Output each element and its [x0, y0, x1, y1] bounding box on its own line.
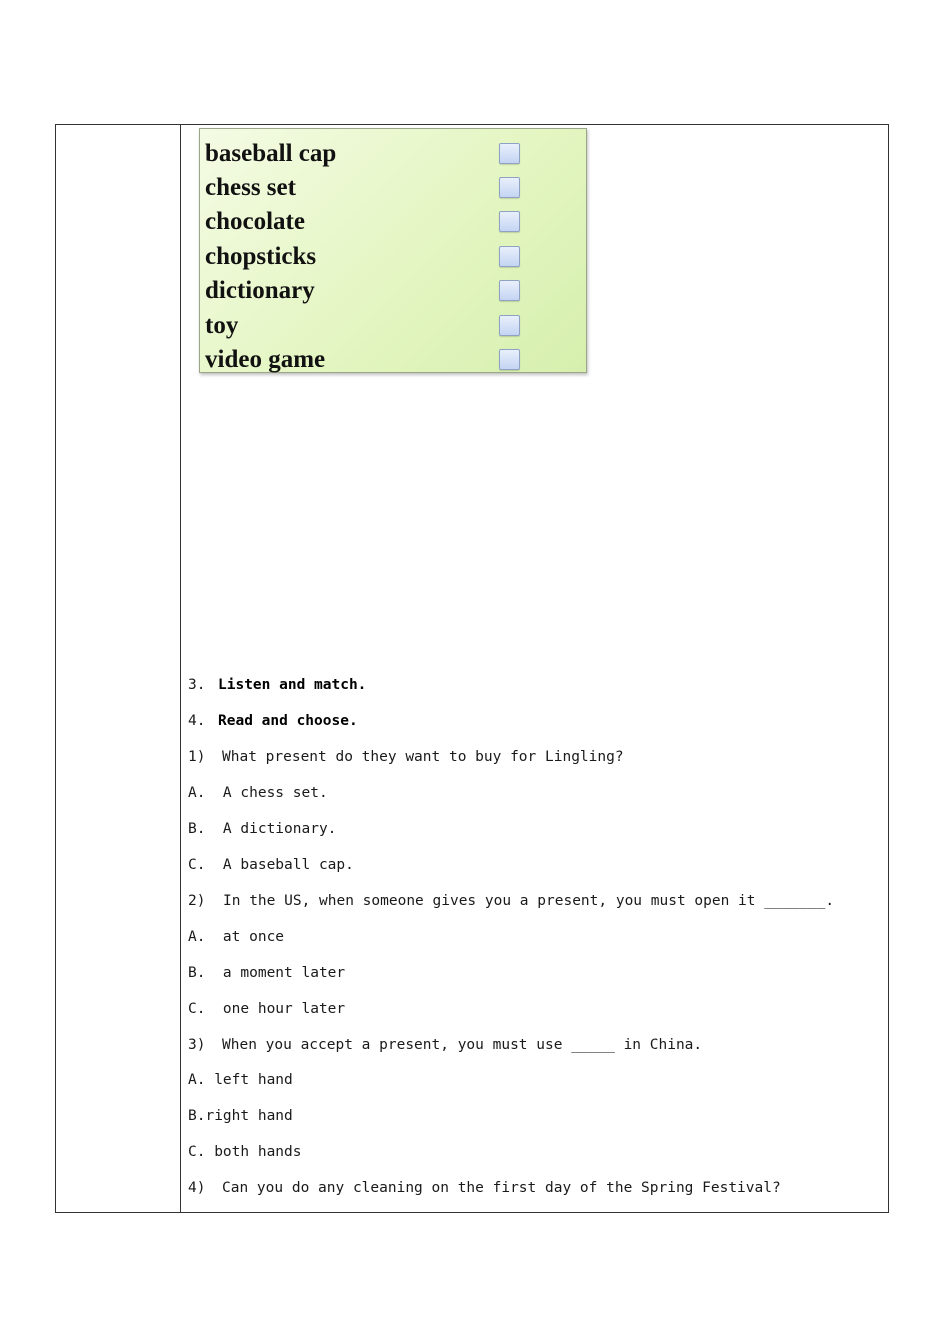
question — [188, 891, 834, 911]
question-text: What present do they want to buy for Lingling? — [222, 749, 624, 765]
task-number: 3. — [188, 677, 206, 693]
vocab-item — [205, 205, 575, 239]
answer-option: C. one hour later — [188, 1001, 346, 1017]
answer-option: B.right hand — [188, 1108, 293, 1124]
answer-option: A. at once — [188, 929, 285, 945]
checkbox[interactable] — [499, 177, 520, 198]
vocab-word: chess set — [205, 174, 296, 201]
checkbox[interactable] — [499, 143, 520, 164]
vocab-word: video game — [205, 346, 326, 373]
answer-option: B. A dictionary. — [188, 821, 337, 837]
question-number: 4) — [188, 1180, 206, 1196]
question-text: In the US, when someone gives you a present, you must open it _______. — [223, 893, 835, 909]
vocab-item — [205, 240, 575, 274]
checkbox[interactable] — [499, 315, 520, 336]
task-4 — [188, 711, 358, 731]
answer-option: B. a moment later — [188, 965, 346, 981]
question-text: Can you do any cleaning on the first day of the Spring Festival? — [222, 1180, 781, 1196]
question-number: 2) — [188, 893, 206, 909]
vocab-word: baseball cap — [205, 140, 337, 167]
vocab-item — [205, 171, 575, 205]
question — [188, 747, 624, 767]
checkbox[interactable] — [499, 280, 520, 301]
vocab-item — [205, 343, 575, 377]
answer-option: C. both hands — [188, 1144, 302, 1160]
question — [188, 1035, 702, 1055]
table-left-column — [56, 125, 181, 1212]
checkbox[interactable] — [499, 211, 520, 232]
checkbox[interactable] — [499, 349, 520, 370]
vocab-checklist-box — [199, 128, 587, 373]
checkbox[interactable] — [499, 246, 520, 267]
vocab-item — [205, 274, 575, 308]
question — [188, 1178, 781, 1198]
task-title: Read and choose. — [218, 713, 358, 729]
question-number: 3) — [188, 1037, 206, 1053]
task-3 — [188, 675, 366, 695]
vocab-word: dictionary — [205, 277, 315, 304]
answer-option: A. left hand — [188, 1072, 293, 1088]
question-text: When you accept a present, you must use _____ in China. — [222, 1037, 703, 1053]
vocab-word: chocolate — [205, 208, 305, 235]
vocab-word: chopsticks — [205, 243, 317, 270]
question-number: 1) — [188, 749, 206, 765]
answer-option: A. A chess set. — [188, 785, 328, 801]
task-title: Listen and match. — [218, 677, 367, 693]
vocab-item — [205, 309, 575, 343]
task-number: 4. — [188, 713, 206, 729]
answer-option: C. A baseball cap. — [188, 857, 354, 873]
vocab-item — [205, 137, 575, 171]
vocab-word: toy — [205, 312, 239, 339]
